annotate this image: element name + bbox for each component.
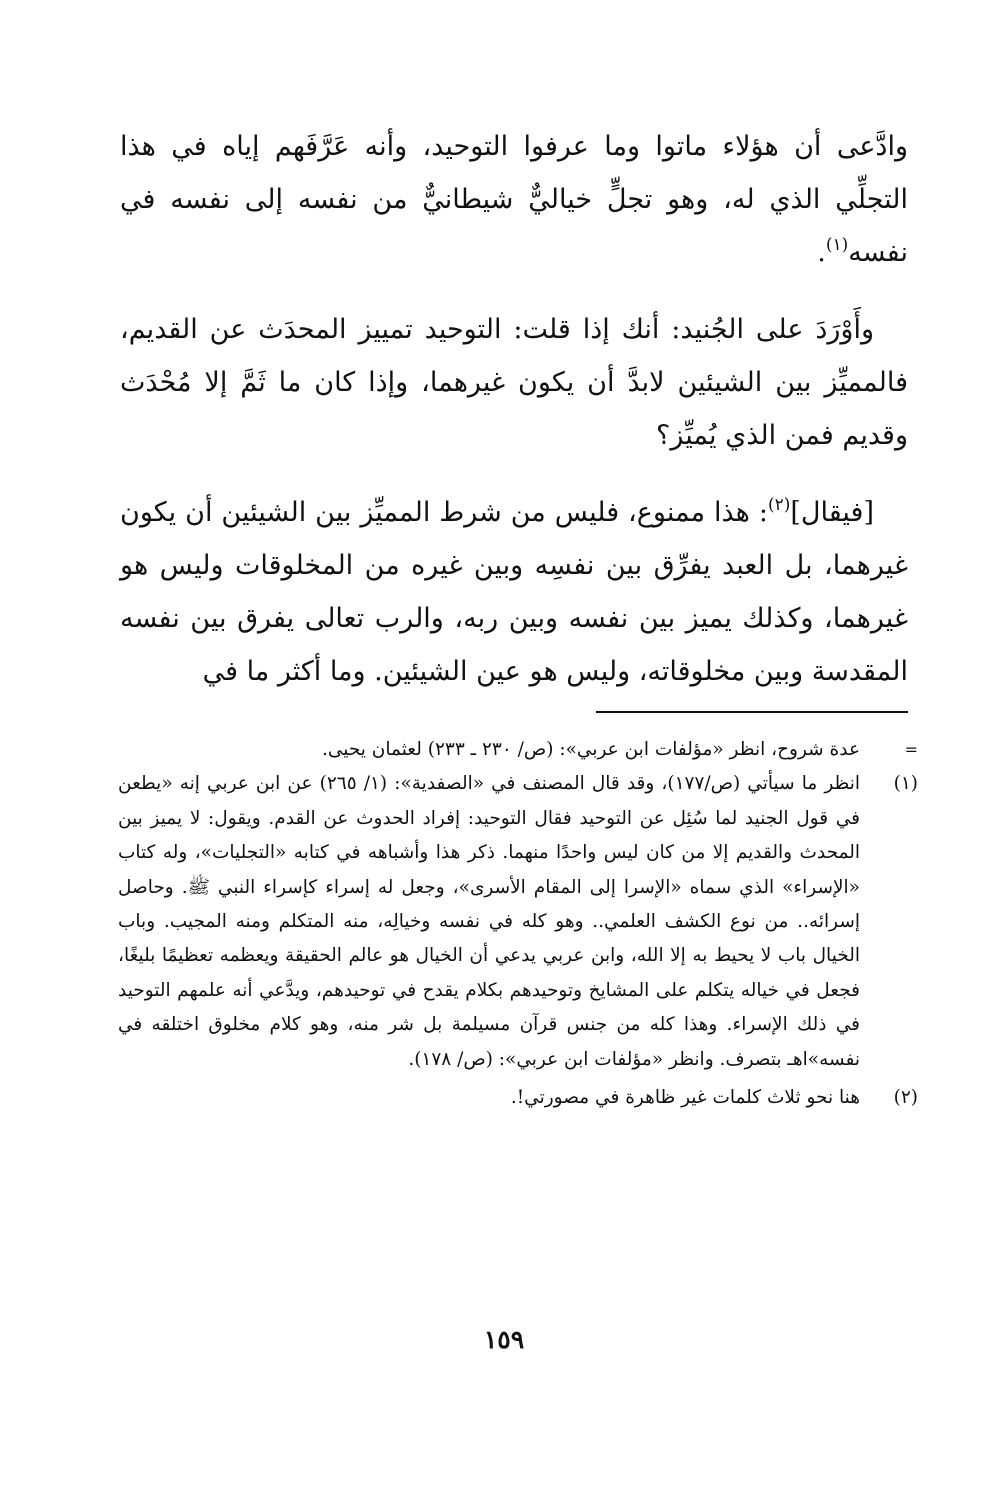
- footnote-continuation: [118, 733, 918, 767]
- footnotes-section: [118, 733, 918, 1115]
- footnote-1: [118, 767, 918, 1077]
- paragraph-1: [120, 120, 908, 279]
- paragraph-2: [120, 303, 908, 462]
- footnote-1-text: انظر ما سيأتي (ص/١٧٧)، وقد قال المصنف في «الصفدية»: (١/ ٢٦٥) عن ابن عربي إنه «يطعن في قول الجنيد لما سُئِل عن التوحيد فقال التوحيد: إفراد الحدوث عن القدم. ويقول: لا يميز بين المحدث والقديم إلا من كان ليس واحدًا منهما. ذكر هذا وأشباهه في كتابه «التجليات»، وله كتاب «الإسراء» الذي سماه «الإسرا إلى المقام الأسرى»، وجعل له إسراء كإسراء النبي ﷺ. وحاصل إسرائه.. من نوع الكشف العلمي.. وهو كله في نفسه وخيالِه، منه المتكلم ومنه المجيب. وباب الخيال باب لا يحيط به إلا الله، وابن عربي يدعي أن الخيال هو عالم الحقيقة ويعظمه تعظيمًا بليغًا، فجعل في خياله يتكلم على المشايخ وتوحيدهم بكلام يقدح في توحيدهم، ويدَّعي أنه علمهم التوحيد في ذلك الإسراء. وهذا كله من جنس قرآن مسيلمة بل شر منه، وهو كلام مخلوق اختلقه في نفسه»اهـ بتصرف. وانظر «مؤلفات ابن عربي»: (ص/ ١٧٨).: [118, 773, 860, 1070]
- paragraph-1-end: .: [817, 237, 826, 268]
- footnote-divider: [596, 711, 908, 713]
- page-number: ١٥٩: [483, 1325, 525, 1354]
- footnote-2: [118, 1081, 918, 1115]
- footnote-1-number: (١): [893, 773, 918, 795]
- footnote-2-number: (٢): [893, 1087, 918, 1109]
- paragraph-1-text: وادَّعى أن هؤلاء ماتوا وما عرفوا التوحيد، وأنه عَرَّفَهم إياه في هذا التجلِّي الذي له، وهو تجلٍّ خياليٌّ شيطانيٌّ من نفسه إلى نفسه في نفسه: [120, 131, 908, 268]
- footnote-2-text: هنا نحو ثلاث كلمات غير ظاهرة في مصورتي!.: [510, 1087, 860, 1109]
- paragraph-2-text: وأَوْرَدَ على الجُنيد: أنك إذا قلت: التوحيد تمييز المحدَث عن القديم، فالمميِّز بين الشيئين لابدَّ أن يكون غيرهما، وإذا كان ما ثَمَّ إلا مُحْدَث وقديم فمن الذي يُميِّز؟: [120, 314, 908, 451]
- paragraph-3-text: : هذا ممنوع، فليس من شرط المميِّز بين الشيئين أن يكون غيرهما، بل العبد يفرِّق بين نفسِه وبين غيره من المخلوقات وليس هو غيرهما، وكذلك يميز بين نفسه وبين ربه، والرب تعالى يفرق بين نفسه المقدسة وبين مخلوقاته، وليس هو عين الشيئين. وما أكثر ما في: [120, 497, 908, 687]
- main-text-body: [120, 120, 908, 698]
- paragraph-3-lead: [فيقال]: [790, 497, 874, 528]
- continuation-marker: =: [904, 740, 918, 759]
- paragraph-3: [120, 486, 908, 698]
- footnote-reference-1[interactable]: (١): [825, 235, 849, 255]
- continuation-text: عدة شروح، انظر «مؤلفات ابن عربي»: (ص/ ٢٣٠ ـ ٢٣٣) لعثمان يحيى.: [321, 739, 860, 760]
- footnote-reference-2[interactable]: (٢): [767, 495, 791, 515]
